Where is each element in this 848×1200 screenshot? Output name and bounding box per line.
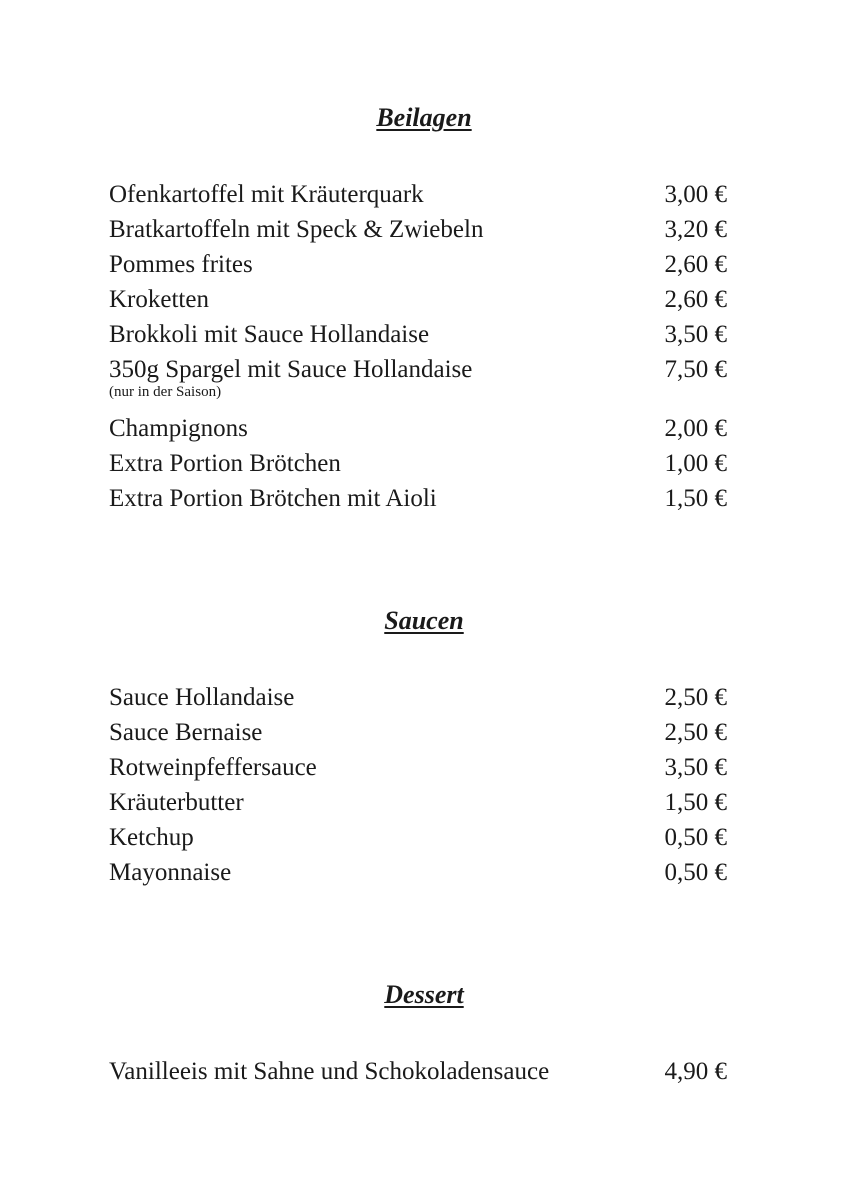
menu-item	[109, 858, 729, 893]
item-name: Champignons	[109, 415, 248, 442]
item-price: 3,50 €	[664, 321, 727, 348]
item-name: Sauce Bernaise	[109, 719, 263, 746]
menu-item	[109, 250, 729, 285]
item-name: Bratkartoffeln mit Speck & Zwiebeln	[109, 216, 484, 243]
item-price: 2,50 €	[664, 684, 727, 711]
item-price: 2,60 €	[664, 251, 727, 278]
item-price: 3,50 €	[664, 754, 727, 781]
menu-item	[109, 320, 729, 355]
menu-item	[109, 355, 729, 414]
item-price: 2,00 €	[664, 415, 727, 442]
item-price: 3,00 €	[664, 181, 727, 208]
menu-list-beilagen	[109, 180, 729, 519]
menu-item	[109, 449, 729, 484]
item-name: Extra Portion Brötchen	[109, 450, 341, 477]
section-title-saucen: Saucen	[384, 606, 464, 635]
menu-item	[109, 753, 729, 788]
item-price: 1,50 €	[664, 485, 727, 512]
item-price: 0,50 €	[664, 824, 727, 851]
item-price: 0,50 €	[664, 859, 727, 886]
menu-item	[109, 484, 729, 519]
menu-item	[109, 1057, 729, 1092]
menu-item	[109, 718, 729, 753]
section-title-beilagen: Beilagen	[376, 103, 472, 132]
menu-list-saucen	[109, 683, 729, 893]
item-price: 1,00 €	[664, 450, 727, 477]
item-price: 4,90 €	[664, 1058, 727, 1085]
item-note: (nur in der Saison)	[109, 384, 222, 400]
item-name: Mayonnaise	[109, 859, 232, 886]
menu-item	[109, 683, 729, 718]
menu-list-dessert	[109, 1057, 729, 1092]
item-name: Rotweinpfeffersauce	[109, 754, 317, 781]
item-name: Vanilleeis mit Sahne und Schokoladensauce	[109, 1058, 550, 1085]
item-name: Extra Portion Brötchen mit Aioli	[109, 485, 437, 512]
menu-item	[109, 180, 729, 215]
item-price: 1,50 €	[664, 789, 727, 816]
menu-item	[109, 823, 729, 858]
menu-item	[109, 285, 729, 320]
item-name: Ketchup	[109, 824, 194, 851]
item-price: 3,20 €	[664, 216, 727, 243]
item-price: 2,60 €	[664, 286, 727, 313]
menu-item	[109, 788, 729, 823]
menu-item	[109, 414, 729, 449]
item-price: 7,50 €	[664, 356, 727, 383]
section-title-dessert: Dessert	[384, 980, 464, 1009]
item-name: Kräuterbutter	[109, 789, 244, 816]
item-name: Brokkoli mit Sauce Hollandaise	[109, 321, 430, 348]
item-price: 2,50 €	[664, 719, 727, 746]
item-name: Pommes frites	[109, 251, 253, 278]
item-name: Kroketten	[109, 286, 209, 313]
item-name: 350g Spargel mit Sauce Hollandaise	[109, 356, 473, 383]
item-name: Sauce Hollandaise	[109, 684, 295, 711]
item-name: Ofenkartoffel mit Kräuterquark	[109, 181, 424, 208]
menu-item	[109, 215, 729, 250]
